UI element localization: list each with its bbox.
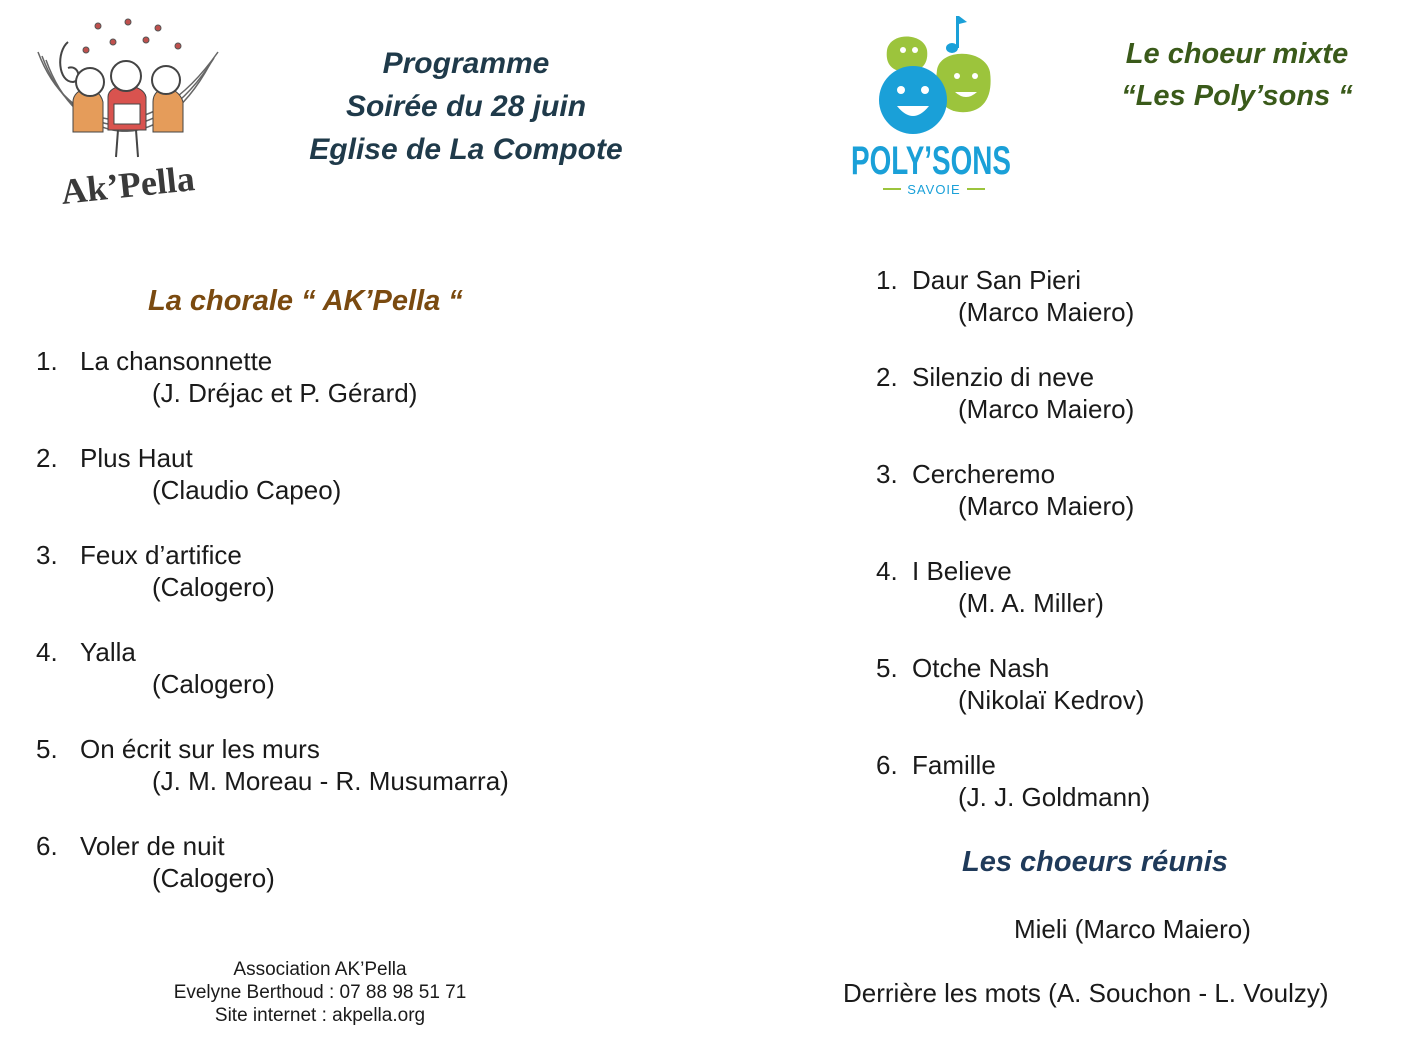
song-composer: (Calogero) [152,669,275,699]
singing-faces-icon [845,10,1020,200]
song-title: On écrit sur les murs [80,734,320,764]
song-title: I Believe [912,556,1012,586]
association-footer [150,958,490,1027]
song-number: 5. [876,653,898,683]
song-composer: (Claudio Capeo) [152,475,342,505]
list-item [36,443,596,540]
song-composer: (J. J. Goldmann) [958,782,1151,812]
song-title: Cercheremo [912,459,1056,489]
song-number: 1. [876,265,898,295]
joint-song: Mieli (Marco Maiero) [1014,914,1251,944]
song-number: 3. [876,459,898,489]
polysons-wordmark: POLY’SONS [851,139,1011,183]
reunis-heading: Les choeurs réunis [962,846,1228,878]
song-number: 4. [876,556,898,586]
song-composer: (Marco Maiero) [958,394,1135,424]
list-item [36,734,596,831]
song-composer: (Marco Maiero) [958,491,1135,521]
list-item [876,459,1396,556]
polysons-logo [845,10,1020,200]
song-number: 6. [876,750,898,780]
song-composer: (Nikolaï Kedrov) [958,685,1145,715]
song-composer: (J. Dréjac et P. Gérard) [152,378,418,408]
list-item [876,362,1396,459]
polysons-title-line: Le choeur mixte [1125,38,1349,70]
song-title: Otche Nash [912,653,1050,683]
polysons-title [1092,33,1382,117]
list-item [36,540,596,637]
song-title: Famille [912,750,996,780]
list-item [876,653,1396,750]
footer-association: Association AK’Pella [233,959,407,980]
song-composer: (M. A. Miller) [958,588,1104,618]
list-item [36,831,596,928]
song-title: Plus Haut [80,443,193,473]
song-number: 2. [36,443,58,473]
song-number: 2. [876,362,898,392]
polysons-subtitle: SAVOIE [907,182,961,197]
song-number: 5. [36,734,58,764]
song-title: Daur San Pieri [912,265,1082,295]
footer-contact: Evelyne Berthoud : 07 88 98 51 71 [173,982,467,1003]
song-composer: (Calogero) [152,863,275,893]
list-item [36,637,596,734]
programme-date: Soirée du 28 juin [345,90,587,123]
song-composer: (J. M. Moreau - R. Musumarra) [152,766,509,796]
song-title: Feux d’artifice [80,540,242,570]
polysons-title-name: “Les Poly’sons “ [1121,80,1353,112]
song-number: 1. [36,346,58,376]
list-item [876,556,1396,653]
polysons-song-list [876,265,1396,847]
akpella-wordmark: Ak’Pella [59,158,197,212]
song-number: 4. [36,637,58,667]
song-number: 6. [36,831,58,861]
list-item [36,346,596,443]
programme-header [290,42,642,171]
list-item [876,750,1396,847]
programme-line: Programme [382,47,550,80]
programme-venue: Eglise de La Compote [309,133,623,166]
song-composer: (Calogero) [152,572,275,602]
joint-song: Derrière les mots (A. Souchon - L. Voulzy) [843,978,1329,1008]
footer-website: Site internet : akpella.org [214,1005,426,1026]
choir-singers-icon [28,12,228,212]
song-composer: (Marco Maiero) [958,297,1135,327]
list-item [876,265,1396,362]
akpella-song-list [36,346,596,928]
song-title: Yalla [80,637,136,667]
akpella-logo [28,12,228,212]
song-title: Silenzio di neve [912,362,1095,392]
song-title: Voler de nuit [80,831,225,861]
song-number: 3. [36,540,58,570]
akpella-heading: La chorale “ AK’Pella “ [148,285,463,317]
song-title: La chansonnette [80,346,273,376]
